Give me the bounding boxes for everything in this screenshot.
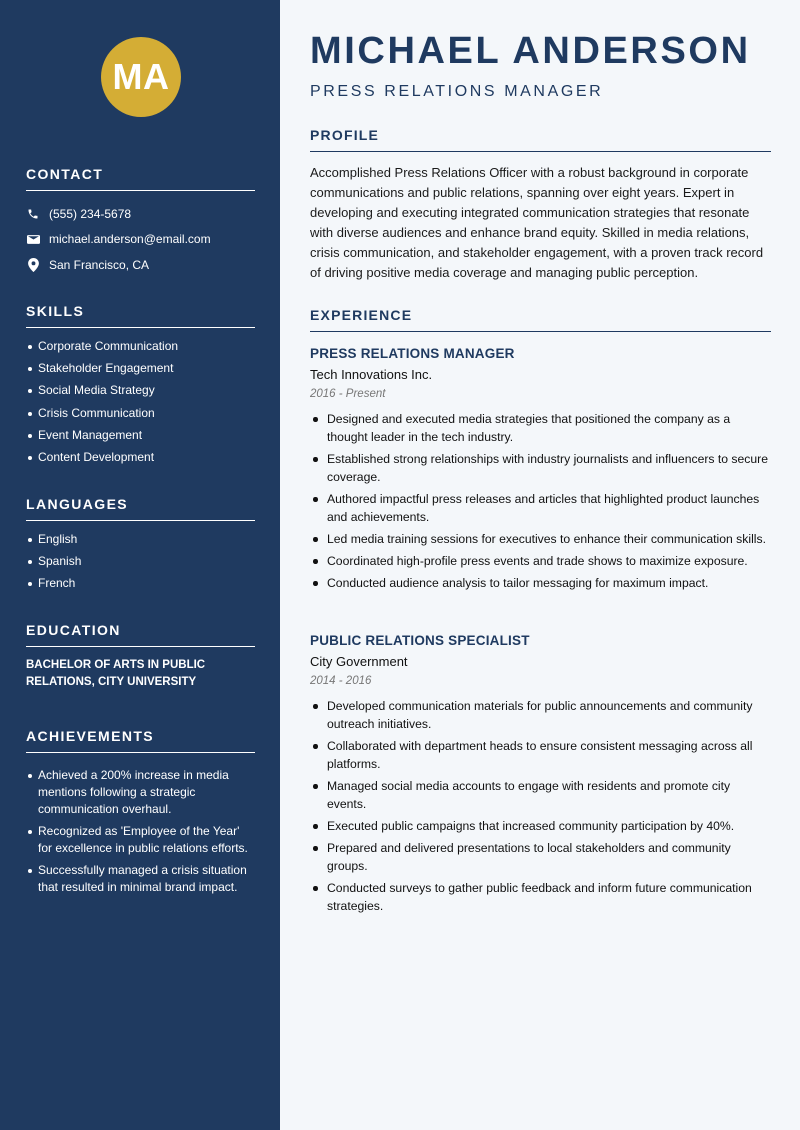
contact-email-text: michael.anderson@email.com <box>49 232 211 247</box>
contact-location-text: San Francisco, CA <box>49 257 150 272</box>
achievements-heading: ACHIEVEMENTS <box>26 728 255 753</box>
skills-heading: SKILLS <box>26 303 255 328</box>
duty-item: Developed communication materials for public announcements and community outreach initiatives. <box>310 697 771 733</box>
duty-item: Executed public campaigns that increased community participation by 40%. <box>310 817 771 835</box>
location-pin-icon <box>26 258 40 272</box>
main-content <box>280 0 800 1130</box>
duty-item: Led media training sessions for executives to enhance their communication skills. <box>310 530 771 548</box>
education-section <box>26 622 255 691</box>
contact-list <box>26 201 255 278</box>
sidebar <box>0 0 280 1130</box>
job-title: PUBLIC RELATIONS SPECIALIST <box>310 633 530 648</box>
contact-email[interactable] <box>26 227 255 253</box>
experience-heading: EXPERIENCE <box>310 307 771 332</box>
languages-section <box>26 496 255 598</box>
skill-item: Social Media Strategy <box>26 382 255 399</box>
duty-item: Prepared and delivered presentations to local stakeholders and community groups. <box>310 839 771 875</box>
achievement-item: Successfully managed a crisis situation that resulted in minimal brand impact. <box>26 862 255 896</box>
contact-location <box>26 252 255 278</box>
job-company: City Government <box>310 654 408 669</box>
skill-item: Event Management <box>26 427 255 444</box>
profile-text: Accomplished Press Relations Officer with a robust background in corporate communications and public relations, spanning over eight years. Expert in developing and executing integrated communication strategies that resonate with diverse audiences and enhance brand equity. Skilled in media relations, crisis communication, and stakeholder engagement, with a proven track record of driving positive media coverage and managing public perception. <box>310 165 764 280</box>
skills-list <box>26 338 255 466</box>
achievements-list <box>26 767 255 896</box>
job-dates: 2014 - 2016 <box>310 675 372 687</box>
job-duties <box>310 697 771 915</box>
duty-item: Managed social media accounts to engage with residents and promote city events. <box>310 777 771 813</box>
job-entry <box>310 633 771 919</box>
skill-item: Crisis Communication <box>26 405 255 422</box>
contact-heading: CONTACT <box>26 166 255 191</box>
contact-phone-text: (555) 234-5678 <box>49 206 132 221</box>
job-title: PRESS RELATIONS MANAGER <box>310 346 515 361</box>
job-duties <box>310 410 771 592</box>
achievements-section <box>26 728 255 901</box>
job-dates: 2016 - Present <box>310 388 386 400</box>
achievement-item: Achieved a 200% increase in media mentions following a strategic communication overhaul. <box>26 767 255 818</box>
contact-phone[interactable] <box>26 201 255 227</box>
duty-item: Conducted audience analysis to tailor messaging for maximum impact. <box>310 574 771 592</box>
language-item: Spanish <box>26 553 255 570</box>
duty-item: Coordinated high-profile press events and trade shows to maximize exposure. <box>310 552 771 570</box>
avatar-initials: MA <box>101 37 181 117</box>
duty-item: Conducted surveys to gather public feedback and inform future communication strategies. <box>310 879 771 915</box>
languages-list <box>26 531 255 592</box>
education-degree: BACHELOR OF ARTS IN PUBLIC RELATIONS, CITY UNIVERSITY <box>26 659 206 688</box>
skills-section <box>26 303 255 471</box>
skill-item: Content Development <box>26 449 255 466</box>
contact-section <box>26 166 255 278</box>
duty-item: Designed and executed media strategies that positioned the company as a thought leader in the tech industry. <box>310 410 771 446</box>
email-icon <box>26 232 40 246</box>
profile-heading: PROFILE <box>310 127 771 152</box>
phone-icon <box>26 207 40 221</box>
skill-item: Stakeholder Engagement <box>26 360 255 377</box>
job-company: Tech Innovations Inc. <box>310 367 433 382</box>
candidate-name: MICHAEL ANDERSON <box>310 30 751 72</box>
experience-section <box>310 307 771 332</box>
language-item: French <box>26 575 255 592</box>
achievement-item: Recognized as 'Employee of the Year' for excellence in public relations efforts. <box>26 823 255 857</box>
language-item: English <box>26 531 255 548</box>
education-heading: EDUCATION <box>26 622 255 647</box>
duty-item: Established strong relationships with industry journalists and influencers to secure coverage. <box>310 450 771 486</box>
duty-item: Authored impactful press releases and articles that highlighted product launches and achievements. <box>310 490 771 526</box>
languages-heading: LANGUAGES <box>26 496 255 521</box>
candidate-title: PRESS RELATIONS MANAGER <box>310 83 604 100</box>
duty-item: Collaborated with department heads to ensure consistent messaging across all platforms. <box>310 737 771 773</box>
job-entry <box>310 346 771 596</box>
profile-section <box>310 127 771 283</box>
skill-item: Corporate Communication <box>26 338 255 355</box>
